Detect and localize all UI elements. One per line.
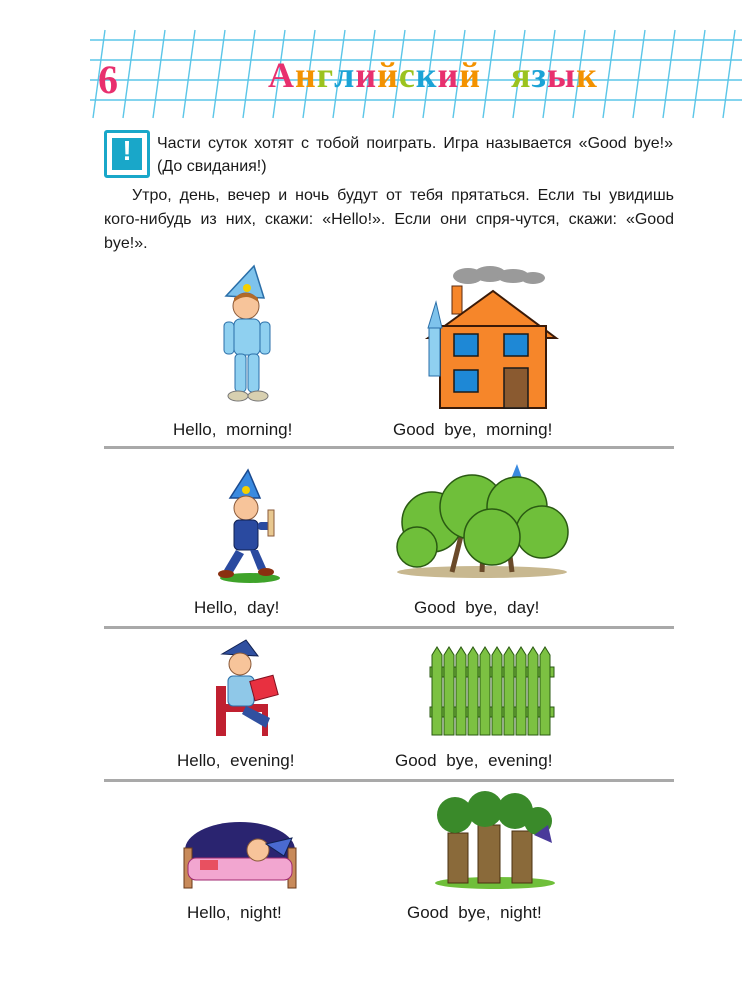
title-letter: и <box>355 55 378 95</box>
row-divider <box>104 446 674 449</box>
page-title <box>268 54 598 96</box>
instructions-text: Утро, день, вечер и ночь будут от тебя прятаться. Если ты увидишь кого-нибудь из них, скажи: «Hello!». Если они спря-чутся, скажи: «Good bye!». <box>104 187 674 252</box>
boy-evening-reading-icon <box>206 636 286 736</box>
title-letter: й <box>377 55 399 95</box>
caption-bye-evening: Good bye, evening! <box>395 751 553 770</box>
notice-text: Части суток хотят с тобой поиграть. Игра называется «Good bye!» (До свидания!) <box>157 135 673 175</box>
title-letter: и <box>437 55 460 95</box>
caption-hello-evening: Hello, evening! <box>177 751 295 770</box>
bush-tree-icon <box>392 462 572 582</box>
forest-trees-icon <box>430 795 560 890</box>
title-letter: ы <box>547 55 577 95</box>
caption-hello-night: Hello, night! <box>187 903 282 922</box>
row-divider <box>104 626 674 629</box>
boy-night-sleeping-icon <box>180 820 312 890</box>
fence-icon <box>430 645 554 737</box>
caption-bye-day: Good bye, day! <box>414 598 540 617</box>
title-letter: я <box>511 55 532 95</box>
title-letter: з <box>531 55 547 95</box>
page-number: 6 <box>98 57 118 102</box>
title-letter: к <box>576 55 598 95</box>
title-letter: к <box>415 55 438 95</box>
title-letter: й <box>459 55 482 95</box>
exclamation-mark: ! <box>122 135 132 166</box>
title-letter: л <box>334 55 356 95</box>
caption-hello-morning: Hello, morning! <box>173 420 293 439</box>
caption-bye-morning: Good bye, morning! <box>393 420 553 439</box>
boy-morning-pajamas-icon <box>212 266 282 406</box>
house-icon <box>418 266 558 411</box>
title-letter: с <box>398 55 416 95</box>
title-letter: г <box>316 55 335 95</box>
caption-hello-day: Hello, day! <box>194 598 280 617</box>
row-divider <box>104 779 674 782</box>
title-letter: н <box>295 55 317 95</box>
caption-bye-night: Good bye, night! <box>407 903 542 922</box>
boy-day-walking-icon <box>210 470 295 585</box>
page-header <box>0 0 742 120</box>
exclamation-icon <box>104 130 150 178</box>
title-letter: А <box>268 55 295 95</box>
title-letter <box>481 54 511 96</box>
